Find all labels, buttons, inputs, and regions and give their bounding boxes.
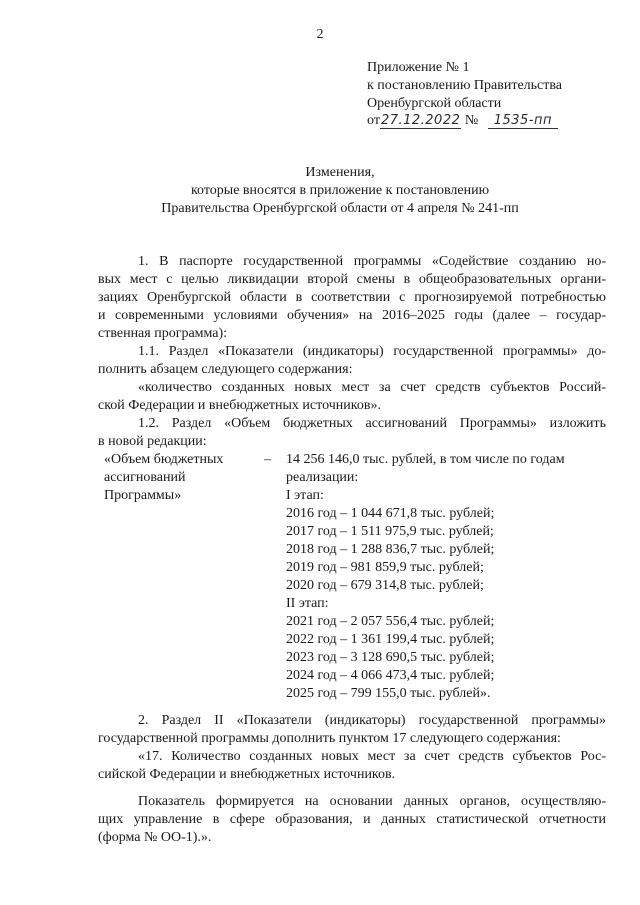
budget-year-row: 2025 год – 799 155,0 тыс. рублей». (286, 686, 491, 701)
budget-year-row: 2018 год – 1 288 836,7 тыс. рублей; (286, 542, 495, 557)
text-line: 1.1. Раздел «Показатели (индикаторы) государственной программы» до- (138, 344, 606, 359)
budget-label-line: «Объем бюджетных (104, 452, 224, 467)
text-line: сийской Федерации и внебюджетных источников. (98, 767, 396, 782)
text-line: ственная программа): (98, 326, 228, 341)
budget-total-line: реализации: (286, 470, 359, 485)
text-line: Показатель формируется на основании данных органов, осуществляю- (138, 794, 606, 809)
text-line: государственной программы дополнить пунктом 17 следующего содержания: (98, 731, 561, 746)
handwritten-date: 27.12.2022 (380, 113, 461, 128)
appendix-line-1: Приложение № 1 (367, 60, 470, 75)
text-line: 1. В паспорте государственной программы «Содействие созданию но- (138, 254, 606, 269)
appendix-line-3: Оренбургской области (367, 96, 502, 111)
text-line: «количество созданных новых мест за счет средств субъектов Россий- (138, 380, 606, 395)
appendix-line-2: к постановлению Правительства (367, 78, 563, 93)
text-line: щих управление в сфере образования, и данных статистической отчетности (98, 812, 606, 827)
handwritten-number: 1535-пп (488, 113, 558, 129)
budget-year-row: 2016 год – 1 044 671,8 тыс. рублей; (286, 506, 495, 521)
heading-line-2: которые вносятся в приложение к постановлению (190, 183, 490, 198)
text-line: и современными условиями обучения» на 2016–2025 годы (далее – государ- (98, 308, 606, 323)
budget-year-row: 2019 год – 981 859,9 тыс. рублей; (286, 560, 484, 575)
budget-year-row: 2024 год – 4 066 473,4 тыс. рублей; (286, 668, 495, 683)
text-line: вых мест с целью ликвидации второй смены в общеобразовательных органи- (98, 272, 606, 287)
text-line: полнить абзацем следующего содержания: (98, 362, 353, 377)
appendix-date-line (367, 112, 558, 129)
text-line: 2. Раздел II «Показатели (индикаторы) государственной программы» (138, 713, 606, 728)
heading-line-3: Правительства Оренбургской области от 4 апреля № 241-пп (161, 201, 519, 216)
budget-label-line: ассигнований (104, 470, 186, 485)
text-line: «17. Количество созданных новых мест за счет средств субъектов Рос- (138, 749, 606, 764)
budget-stage-1: I этап: (286, 488, 324, 503)
budget-label-line: Программы» (104, 488, 182, 503)
text-line: ской Федерации и внебюджетных источников». (98, 398, 381, 413)
text-line: зациях Оренбургской области в соответствии с прогнозируемой потребностью (98, 290, 606, 305)
from-prefix: от (367, 113, 380, 128)
budget-year-row: 2023 год – 3 128 690,5 тыс. рублей; (286, 650, 495, 665)
page-number: 2 (316, 27, 324, 42)
heading-line-1: Изменения, (305, 165, 375, 180)
text-line: 1.2. Раздел «Объем бюджетных ассигнований Программы» изложить (138, 416, 606, 431)
text-line: (форма № ОО-1).». (98, 830, 212, 845)
budget-year-row: 2020 год – 679 314,8 тыс. рублей; (286, 578, 484, 593)
budget-dash: – (264, 452, 271, 467)
budget-year-row: 2017 год – 1 511 975,9 тыс. рублей; (286, 524, 494, 539)
budget-year-row: 2021 год – 2 057 556,4 тыс. рублей; (286, 614, 495, 629)
budget-total-line: 14 256 146,0 тыс. рублей, в том числе по годам (286, 452, 565, 467)
budget-year-row: 2022 год – 1 361 199,4 тыс. рублей; (286, 632, 495, 647)
number-sign: № (464, 113, 479, 128)
budget-stage-2: II этап: (286, 596, 329, 611)
text-line: в новой редакции: (98, 434, 207, 449)
